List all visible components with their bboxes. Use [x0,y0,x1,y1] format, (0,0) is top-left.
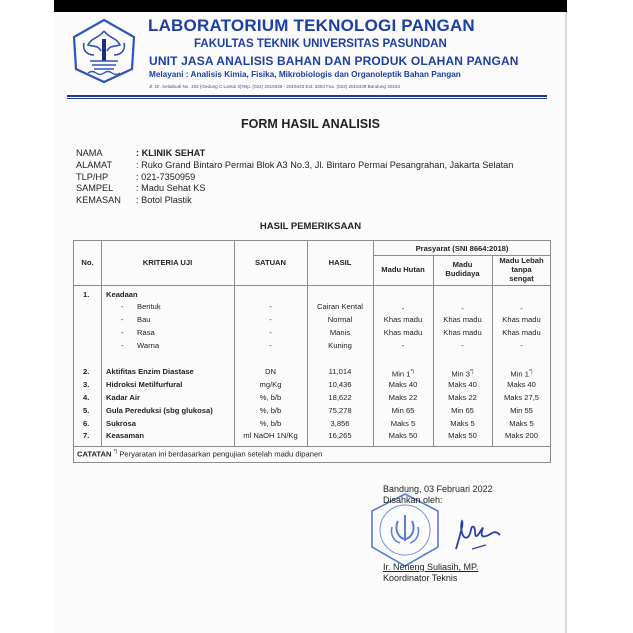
header-madu-hutan: Madu Hutan [381,265,425,274]
req-lebah: - [520,304,523,313]
keadaan-name: Bentuk [137,302,161,311]
info-value: : 021-7350959 [136,172,196,182]
dash: - [121,315,124,324]
row-kriteria: Hidroksi Metilfurfural [106,380,183,389]
footnote-mark: *) [410,369,415,375]
row-no: 1. [83,290,90,299]
row-satuan: %, b/b [259,419,282,428]
header-kriteria: KRITERIA UJI [142,258,193,267]
university-emblem-icon [68,17,140,85]
row-no: 4. [83,393,90,402]
row-kriteria: Gula Pereduksi (sbg glukosa) [106,406,213,415]
req-budidaya: Maks 5 [450,419,475,428]
footnote-mark: *) [469,369,474,375]
header-madu-budidaya [433,260,492,278]
row-satuan: mg/Kg [259,380,282,389]
info-row-nama [76,148,205,158]
info-row-alamat [76,160,513,170]
req-budidaya: - [461,304,464,313]
row-kriteria: Keasaman [106,431,144,440]
row-kriteria: Aktifitas Enzim Diastase [106,367,194,376]
header-no: No. [81,258,94,267]
row-satuan: %, b/b [259,393,282,402]
row-satuan: DN [265,367,276,376]
header-bottom-line [74,285,551,286]
signatory-name: Ir. Neneng Suliasih, MP. [383,562,479,572]
hasil: Manis [329,328,351,337]
body-bottom-line [74,446,551,447]
keadaan-name: Rasa [137,328,155,337]
form-title: FORM HASIL ANALISIS [241,117,380,131]
row-hasil: 75,278 [328,406,352,415]
info-value: : KLINIK SEHAT [136,148,206,158]
req-lebah: Maks 200 [505,431,538,440]
req-lebah: Maks 27,5 [503,393,540,402]
catatan-text: Peryaratan ini berdasarkan pengujian setelah madu dipanen [119,449,323,459]
unit-name: UNIT JASA ANALISIS BAHAN DAN PRODUK OLAHAN PANGAN [149,54,519,68]
req-budidaya: Maks 40 [448,380,477,389]
req-hutan: Maks 22 [388,393,418,402]
row-hasil: 3,856 [330,419,350,428]
hasil: Normal [327,315,353,324]
req-lebah: Khas madu [502,328,541,337]
info-row-kemasan [76,195,192,205]
row-satuan: %, b/b [259,406,282,415]
header-prasyarat: Prasyarat (SNI 8664:2018) [415,244,509,253]
results-table [73,240,551,463]
row-hasil: 11,014 [328,367,352,376]
row-hasil: 10,436 [328,380,352,389]
row-no: 5. [83,406,90,415]
address-line: Jl. Dr. Setiabudi No. 193 (Gedung C Lantai 3)Telp. (022) 2019339 - 2019433 Ext. 3304 Fax. (022) 2019339 Bandung 40153 [149,84,401,89]
row-hasil: 16,265 [328,431,352,440]
info-key: SAMPEL [76,183,114,193]
table-footnote [77,449,322,459]
row-satuan: ml NaOH 1N/Kg [243,431,298,440]
row-kriteria: Sukrosa [106,419,136,428]
req-lebah: Maks 5 [509,419,534,428]
req-budidaya: Maks 50 [448,431,477,440]
footnote-mark: *) [528,369,533,375]
hasil: Kuning [328,341,352,350]
signature-place-date: Bandung, 03 Februari 2022 [383,484,493,494]
req-hutan: - [401,304,405,313]
req-budidaya [433,367,492,380]
req-budidaya: Maks 22 [448,393,477,402]
req-lebah [492,367,551,380]
signatory-role: Koordinator Teknis [383,573,458,583]
info-key: ALAMAT [76,160,113,170]
req-lebah: Maks 40 [507,380,536,389]
info-value: : Botol Plastik [136,195,192,205]
req-hutan: - [401,341,405,350]
req-budidaya: Khas madu [443,315,482,324]
req-lebah: - [520,341,523,350]
info-value: : Madu Sehat KS [136,183,206,193]
dash: - [121,328,124,337]
section-title: HASIL PEMERIKSAAN [259,221,362,232]
req-hutan [373,367,433,380]
info-row-sampel [76,183,205,193]
keadaan-name: Warna [137,341,160,350]
info-row-tlp [76,172,195,182]
row-no: 3. [83,380,90,389]
req-lebah: Khas madu [502,315,541,324]
header-line: Madu Lebah [499,256,544,265]
req-budidaya: Khas madu [443,328,482,337]
req-budidaya: Min 65 [451,406,474,415]
header-satuan: SATUAN [254,258,287,267]
faculty-name: FAKULTAS TEKNIK UNIVERSITAS PASUNDAN [194,38,447,50]
row-no: 6. [83,419,90,428]
satuan: - [269,302,272,311]
req-hutan: Maks 5 [390,419,416,428]
row-kriteria: Kadar Air [106,393,140,402]
handwritten-signature-icon [452,515,502,555]
info-key: NAMA [76,148,103,158]
letterhead-divider-thin [67,98,547,99]
satuan: - [269,341,272,350]
row-hasil: 18,622 [328,393,352,402]
row-no: 7. [83,431,90,440]
hasil: Cairan Kental [316,302,363,311]
req-value: Min 1 [510,369,529,379]
footnote-mark: *) [113,449,118,455]
header-hasil: HASIL [328,258,352,267]
req-budidaya: - [461,341,464,350]
req-hutan: Khas madu [383,315,423,324]
keadaan-name: Bau [137,315,151,324]
req-hutan: Maks 50 [388,431,418,440]
signature-approved-by: Disahkan oleh: [383,495,443,505]
req-hutan: Maks 40 [388,380,418,389]
col-divider [101,241,102,446]
header-line: Madu [452,260,473,269]
header-line: sengat [509,274,534,283]
letterhead-divider [67,95,547,97]
header-line: tanpa [511,265,532,274]
satuan: - [269,315,272,324]
lab-title: LABORATORIUM TEKNOLOGI PANGAN [148,16,475,35]
row-no: 2. [83,367,90,376]
req-hutan: Min 65 [391,406,415,415]
info-key: KEMASAN [76,195,121,205]
info-key: TLP/HP [76,172,109,182]
top-black-bar [54,0,567,12]
dash: - [121,341,124,350]
catatan-label: CATATAN [77,449,112,459]
req-hutan: Khas madu [383,328,423,337]
req-value: Min 1 [391,369,411,379]
keadaan-label: Keadaan [106,290,138,299]
services-line: Melayani : Analisis Kimia, Fisika, Mikrobiologis dan Organoleptik Bahan Pangan [149,70,461,79]
satuan: - [269,328,272,337]
info-value: : Ruko Grand Bintaro Permai Blok A3 No.3, Jl. Bintaro Permai Pesangrahan, Jakarta Selatan [136,160,514,170]
dash: - [121,302,124,311]
req-value: Min 3 [451,369,470,379]
header-line: Budidaya [445,269,480,278]
header-madu-lebah [492,256,551,283]
req-lebah: Min 55 [510,406,533,415]
